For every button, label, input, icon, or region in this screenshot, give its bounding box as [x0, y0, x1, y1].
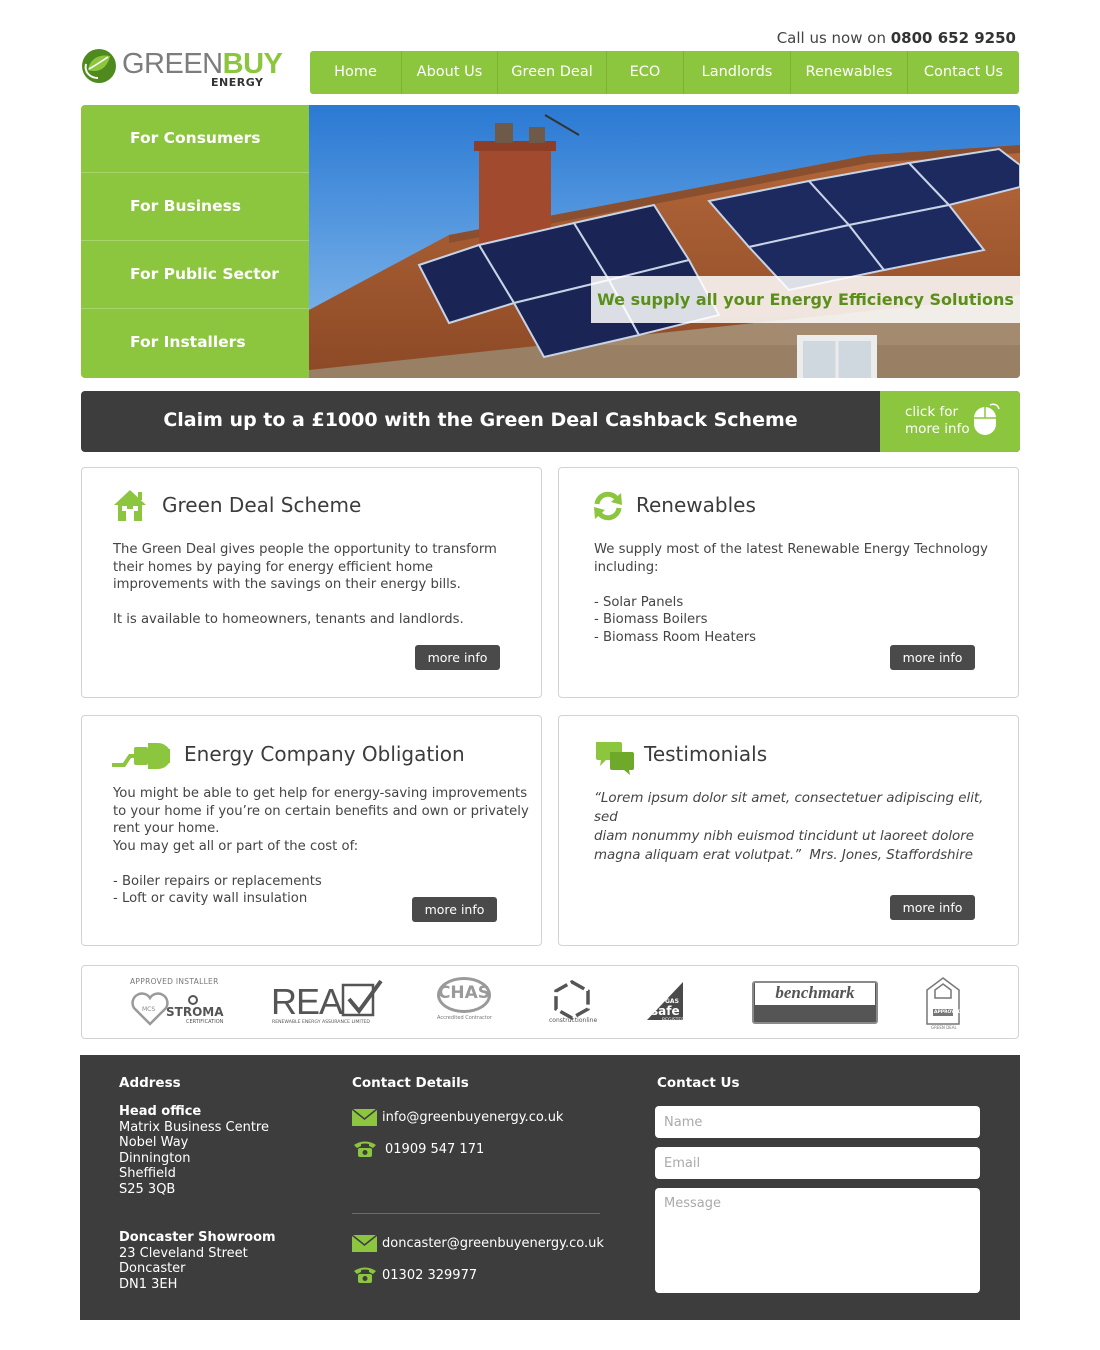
click-more-info-line2: more info — [905, 421, 970, 437]
gd-approved-mid: APPROVED — [934, 1010, 962, 1015]
chas-sub: Accredited Contractor — [437, 1015, 492, 1021]
nav-landlords[interactable]: Landlords — [684, 51, 791, 94]
head-office-email[interactable]: info@greenbuyenergy.co.uk — [382, 1110, 564, 1125]
constructionline-hex-icon — [553, 980, 591, 1020]
showroom-address — [119, 1230, 339, 1292]
gas-safe-logo: safe — [651, 1004, 680, 1018]
green-deal-title: Green Deal Scheme — [162, 493, 362, 517]
renewables-item: - Biomass Room Heaters — [594, 629, 757, 645]
call-prefix: Call us now on — [776, 29, 886, 47]
address-line: 23 Cleveland Street — [119, 1245, 248, 1261]
gas-safe-sub: REGISTER — [662, 1018, 685, 1023]
nav-contact-us[interactable]: Contact Us — [923, 64, 1004, 80]
eco-line: You might be able to get help for energy-saving improvements — [113, 786, 528, 801]
sidebar-item-installers[interactable]: For Installers — [130, 333, 246, 351]
stroma-top-text: APPROVED INSTALLER — [130, 977, 219, 986]
quote-line: magna aliquam erat volutpat.” — [594, 848, 802, 863]
sidebar-item-consumers[interactable]: For Consumers — [81, 105, 309, 173]
message-field[interactable] — [655, 1188, 980, 1293]
head-office-address — [119, 1104, 339, 1198]
testimonial-author: Mrs. Jones, Staffordshire — [809, 848, 973, 863]
accreditation-strip — [81, 965, 1019, 1039]
main-nav — [310, 51, 1019, 94]
stroma-mark-icon — [188, 995, 198, 1005]
eco-line: to your home if you’re on certain benefits and own or privately — [113, 803, 529, 819]
green-deal-line: The Green Deal gives people the opportunity to transform — [113, 542, 497, 557]
audience-sidebar — [81, 105, 309, 378]
eco-item: - Boiler repairs or replacements — [113, 873, 322, 889]
renewables-item: - Biomass Boilers — [594, 612, 708, 627]
eco-text — [113, 785, 533, 908]
benchmark-logo: benchmark — [775, 983, 855, 1002]
leaf-logo-icon[interactable] — [80, 48, 120, 84]
address-line: Sheffield — [119, 1166, 176, 1182]
header-phone[interactable]: 0800 652 9250 — [890, 29, 1016, 47]
nav-renewables[interactable]: Renewables — [791, 51, 908, 94]
eco-title: Energy Company Obligation — [184, 742, 465, 766]
sidebar-item-business[interactable]: For Business — [81, 173, 309, 241]
rea-logo: REA — [271, 981, 343, 1022]
green-deal-line: their homes by paying for energy efficient home — [113, 559, 434, 575]
green-deal-line: It is available to homeowners, tenants and landlords. — [113, 612, 464, 627]
renewables-line: We supply most of the latest Renewable Energy Technology — [594, 542, 988, 557]
head-office-name: Head office — [119, 1104, 202, 1119]
logo-buy: BUY — [222, 48, 283, 80]
hero-caption: We supply all your Energy Efficiency Solutions — [591, 276, 1020, 323]
footer-divider — [352, 1213, 600, 1214]
green-deal-approved-icon — [925, 976, 961, 1026]
footer-contact-heading: Contact Details — [352, 1075, 469, 1091]
nav-eco[interactable]: ECO — [607, 51, 684, 94]
address-line: Doncaster — [119, 1261, 186, 1277]
click-more-info-line1: click for — [905, 404, 959, 420]
logo-subtitle: ENERGY — [211, 76, 264, 89]
green-deal-text — [113, 541, 523, 629]
address-line: Nobel Way — [119, 1135, 189, 1151]
mouse-icon — [972, 403, 1000, 437]
renewables-text — [594, 541, 1004, 646]
address-line: Dinnington — [119, 1150, 191, 1166]
eco-more-info-button[interactable]: more info — [412, 897, 497, 922]
address-line: DN1 3EH — [119, 1276, 178, 1292]
stroma-name: STROMA — [166, 1005, 224, 1019]
footer-address-heading: Address — [119, 1075, 181, 1091]
eco-item: - Loft or cavity wall insulation — [113, 891, 308, 906]
renewables-more-info-button[interactable]: more info — [890, 645, 975, 670]
phone-icon — [352, 1265, 378, 1284]
renewables-title: Renewables — [636, 493, 756, 517]
mcs-label: MCS — [142, 1006, 156, 1013]
eco-line: You may get all or part of the cost of: — [113, 838, 359, 854]
chas-logo: CHAS — [437, 983, 491, 1003]
envelope-icon — [352, 1235, 377, 1252]
call-us-line — [0, 29, 1016, 47]
green-deal-line: improvements with the savings on their energy bills. — [113, 577, 461, 592]
logo-green: GREEN — [122, 48, 223, 80]
green-deal-more-info-button[interactable]: more info — [415, 645, 500, 670]
rea-check-icon — [341, 979, 383, 1019]
showroom-email[interactable]: doncaster@greenbuyenergy.co.uk — [382, 1236, 604, 1251]
showroom-name: Doncaster Showroom — [119, 1230, 276, 1245]
constructionline-label: constructionline — [549, 1017, 598, 1024]
hero-image — [309, 105, 1020, 378]
house-icon — [112, 488, 148, 522]
renewables-line: including: — [594, 559, 659, 575]
stroma-sub: CERTIFICATION — [186, 1019, 224, 1025]
eco-line: rent your home. — [113, 821, 220, 836]
refresh-arrows-icon — [592, 490, 624, 522]
plug-icon — [112, 741, 170, 771]
name-field[interactable] — [655, 1106, 980, 1138]
head-office-phone[interactable]: 01909 547 171 — [385, 1142, 485, 1157]
address-line: S25 3QB — [119, 1181, 176, 1197]
phone-icon — [352, 1139, 378, 1158]
showroom-phone[interactable]: 01302 329977 — [382, 1268, 478, 1283]
footer-form-heading: Contact Us — [657, 1075, 740, 1091]
renewables-item: - Solar Panels — [594, 594, 684, 610]
nav-home[interactable]: Home — [310, 51, 402, 94]
rea-sub: RENEWABLE ENERGY ASSURANCE LIMITED — [272, 1020, 370, 1025]
testimonials-title: Testimonials — [644, 742, 768, 766]
gas-safe-top: GAS — [665, 998, 679, 1005]
email-field[interactable] — [655, 1147, 980, 1179]
address-line: Matrix Business Centre — [119, 1119, 269, 1135]
testimonials-more-info-button[interactable]: more info — [890, 895, 975, 920]
gd-approved-top: GREEN DEAL — [931, 1025, 957, 1030]
quote-line: diam nonummy nibh euismod tincidunt ut laoreet dolore — [594, 829, 974, 844]
envelope-icon — [352, 1109, 377, 1126]
quote-line: “Lorem ipsum dolor sit amet, consectetuer adipiscing elit, sed — [594, 791, 984, 825]
cashback-banner-text[interactable]: Claim up to a £1000 with the Green Deal Cashback Scheme — [163, 409, 798, 431]
nav-green-deal[interactable]: Green Deal — [498, 51, 607, 94]
nav-about-us[interactable]: About Us — [402, 51, 498, 94]
speech-bubbles-icon — [594, 740, 636, 776]
sidebar-item-public-sector[interactable]: For Public Sector — [81, 241, 309, 309]
